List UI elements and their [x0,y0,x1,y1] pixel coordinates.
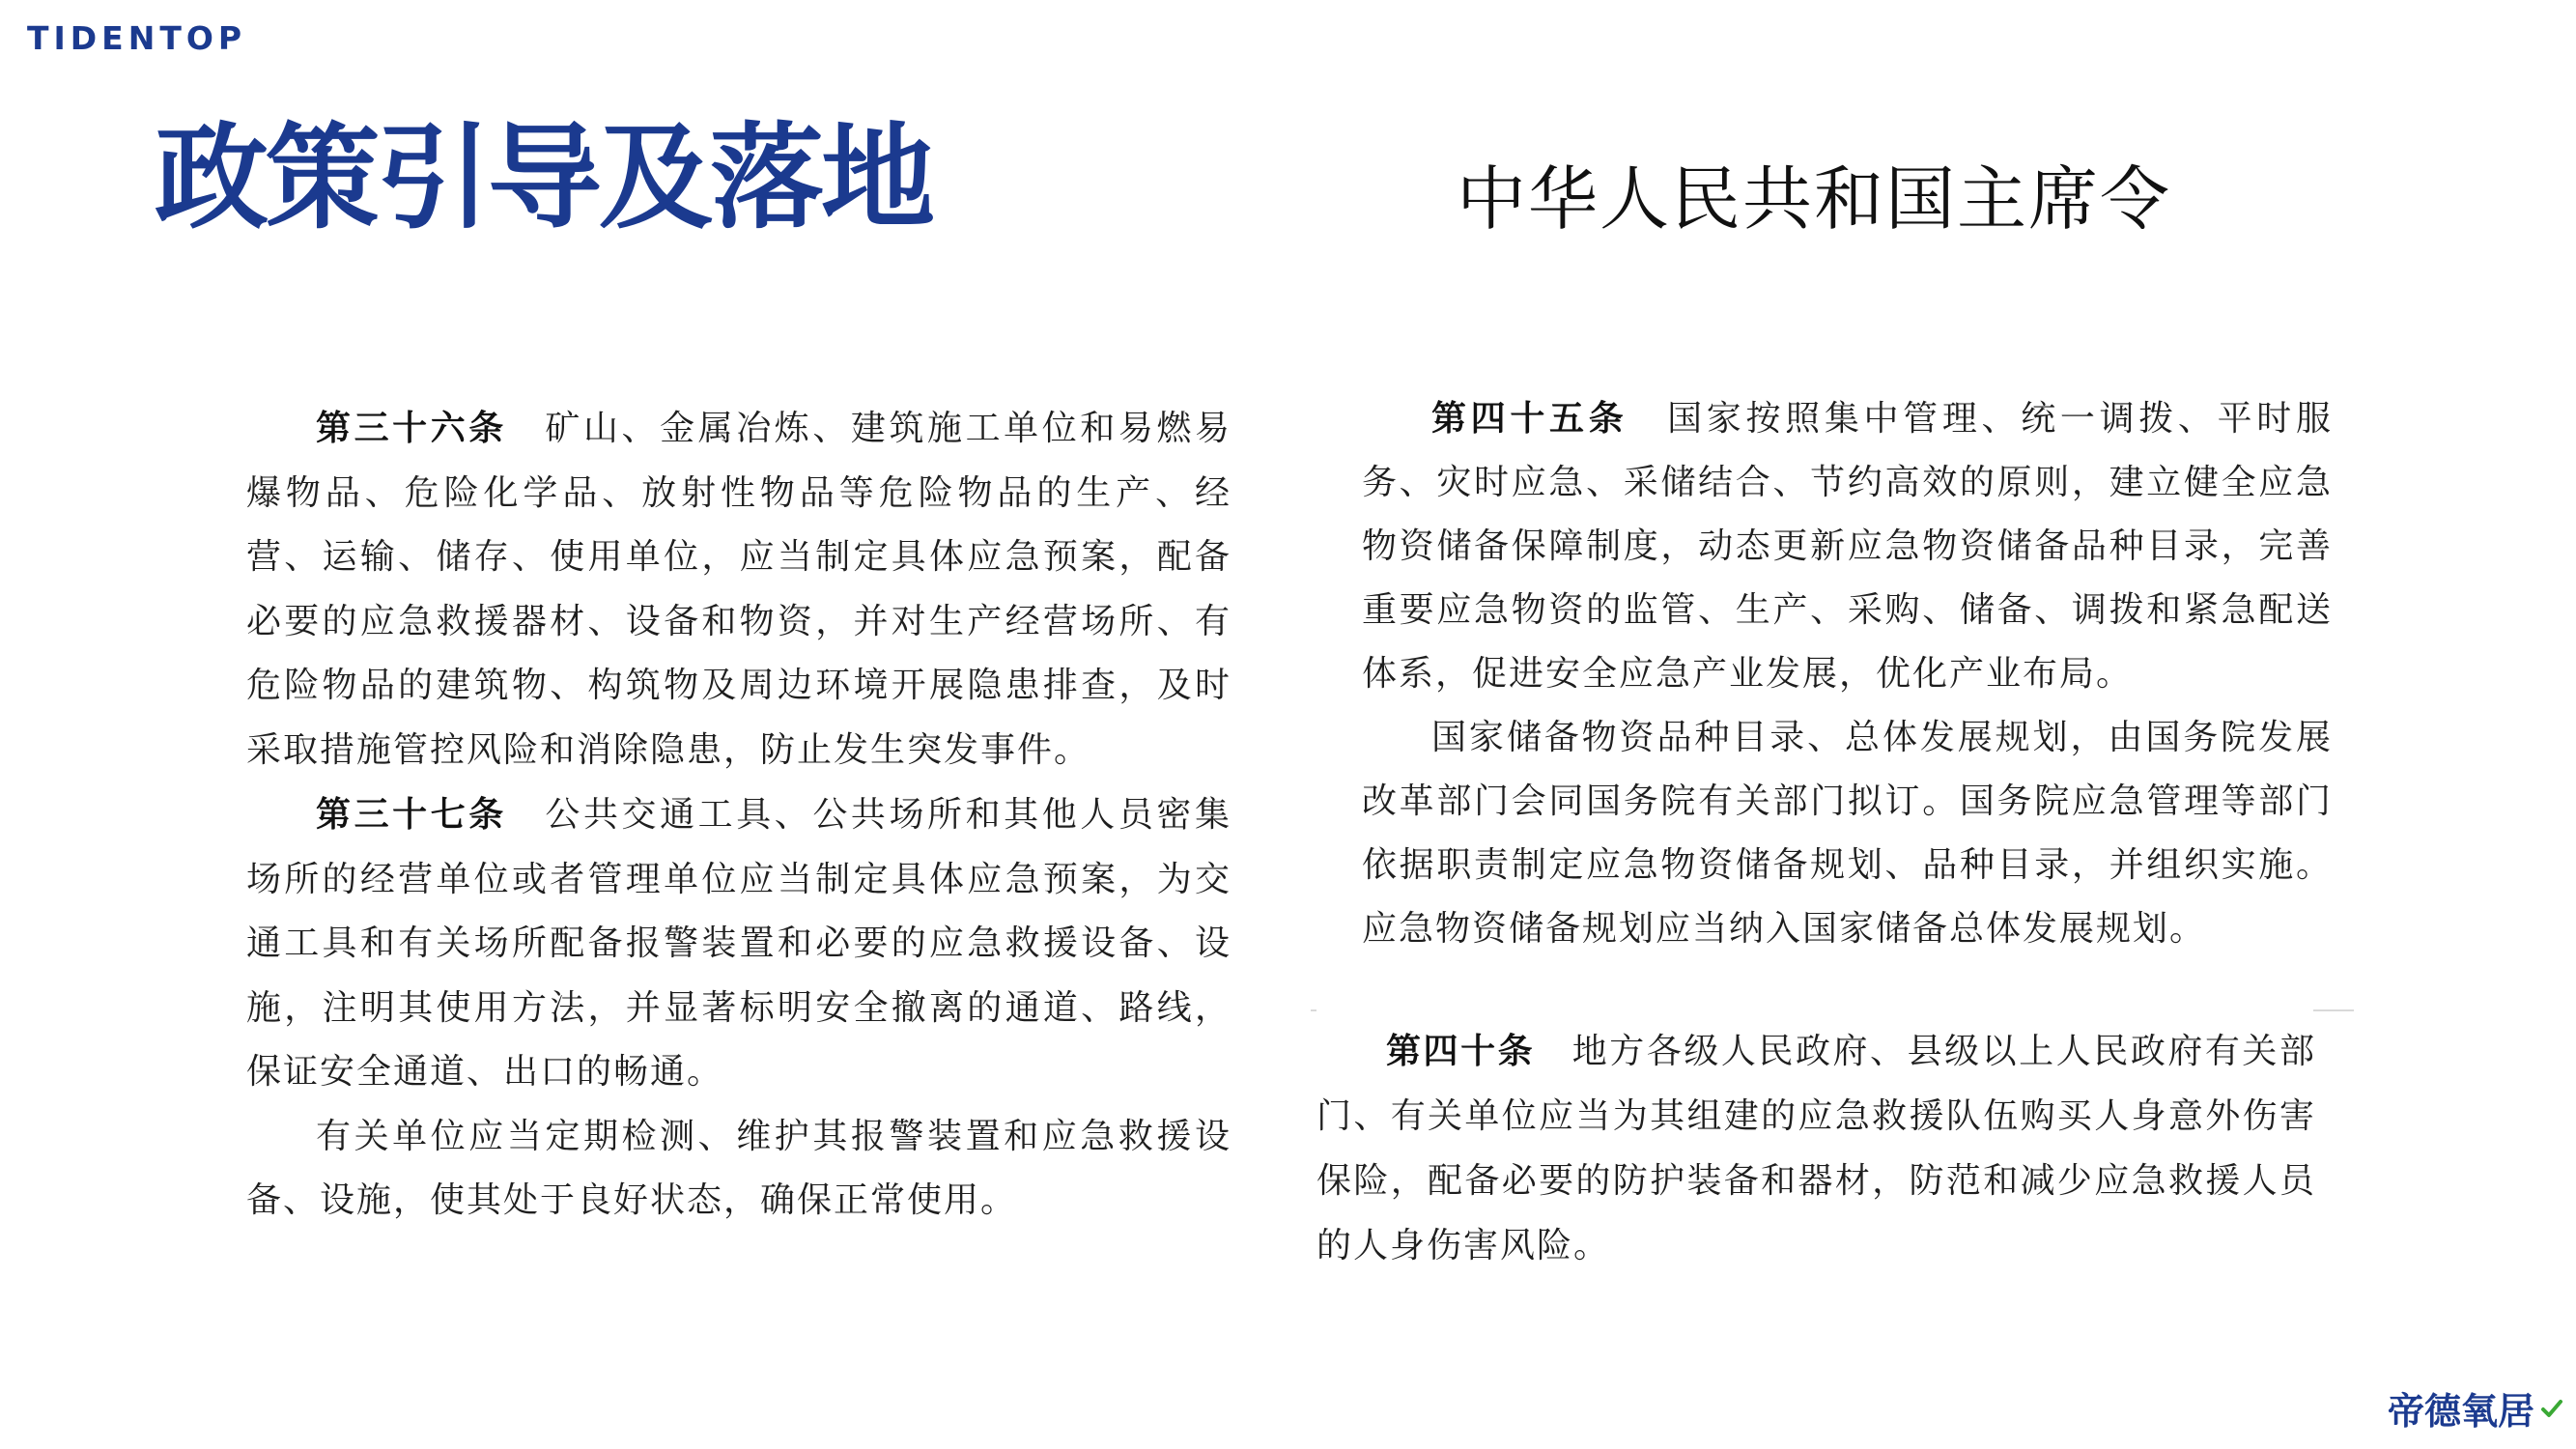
company-logo [2388,1381,2563,1435]
page-title: 政策引导及落地 [155,111,933,244]
law-excerpt-left [246,396,1231,1234]
article-45-text: 国家按照集中管理、统一调拨、平时服务、灾时应急、采储结合、节约高效的原则，建立健全应急物资储备保障制度，动态更新应急物资储备品种目录，完善重要应急物资的监管、生产、采购、储备、调拨和紧急配送体系，促进安全应急产业发展，优化产业布局。 [1362,399,2333,694]
article-37 [246,782,1231,1105]
article-37-text: 公共交通工具、公共场所和其他人员密集场所的经营单位或者管理单位应当制定具体应急预案，为交通工具和有关场所配备报警装置和必要的应急救援设备、设施，注明其使用方法，并显著标明安全撤离的通道、路线，保证安全通道、出口的畅通。 [246,795,1231,1092]
brand-wordmark: TIDENTOP [27,19,247,57]
article-36-number: 第三十六条 [316,408,507,448]
article-45-paragraph-2: 国家储备物资品种目录、总体发展规划，由国务院发展改革部门会同国务院有关部门拟订。国务院应急管理等部门依据职责制定应急物资储备规划、品种目录，并组织实施。应急物资储备规划应当纳入国家储备总体发展规划。 [1362,718,2333,949]
article-40 [1316,1019,2316,1278]
article-37-paragraph-2: 有关单位应当定期检测、维护其报警装置和应急救援设备、设施，使其处于良好状态，确保正常使用。 [246,1116,1231,1220]
article-45 [1362,386,2333,706]
scan-edge-left [1311,1009,1316,1011]
article-45-number: 第四十五条 [1431,398,1628,439]
article-36-text: 矿山、金属冶炼、建筑施工单位和易燃易爆物品、危险化学品、放射性物品等危险物品的生产、经营、运输、储存、使用单位，应当制定具体应急预案，配备必要的应急救援器材、设备和物资，并对生产经营场所、有危险物品的建筑物、构筑物及周边环境开展隐患排查，及时采取措施管控风险和消除隐患，防止发生突发事件。 [246,409,1231,770]
scan-edge-right [2313,1009,2354,1011]
article-37-number: 第三十七条 [316,794,507,835]
law-excerpt-right-top [1362,386,2333,961]
law-excerpt-right-bottom [1316,1019,2316,1278]
decree-title: 中华人民共和国主席令 [1457,158,2172,240]
article-36 [246,396,1231,782]
logo-text: 帝德氧居 [2388,1390,2535,1433]
article-40-number: 第四十条 [1386,1031,1536,1071]
article-40-text: 地方各级人民政府、县级以上人民政府有关部门、有关单位应当为其组建的应急救援队伍购买人身意外伤害保险，配备必要的防护装备和器材，防范和减少应急救援人员的人身伤害风险。 [1316,1032,2316,1265]
checkmark-icon [2540,1397,2563,1420]
